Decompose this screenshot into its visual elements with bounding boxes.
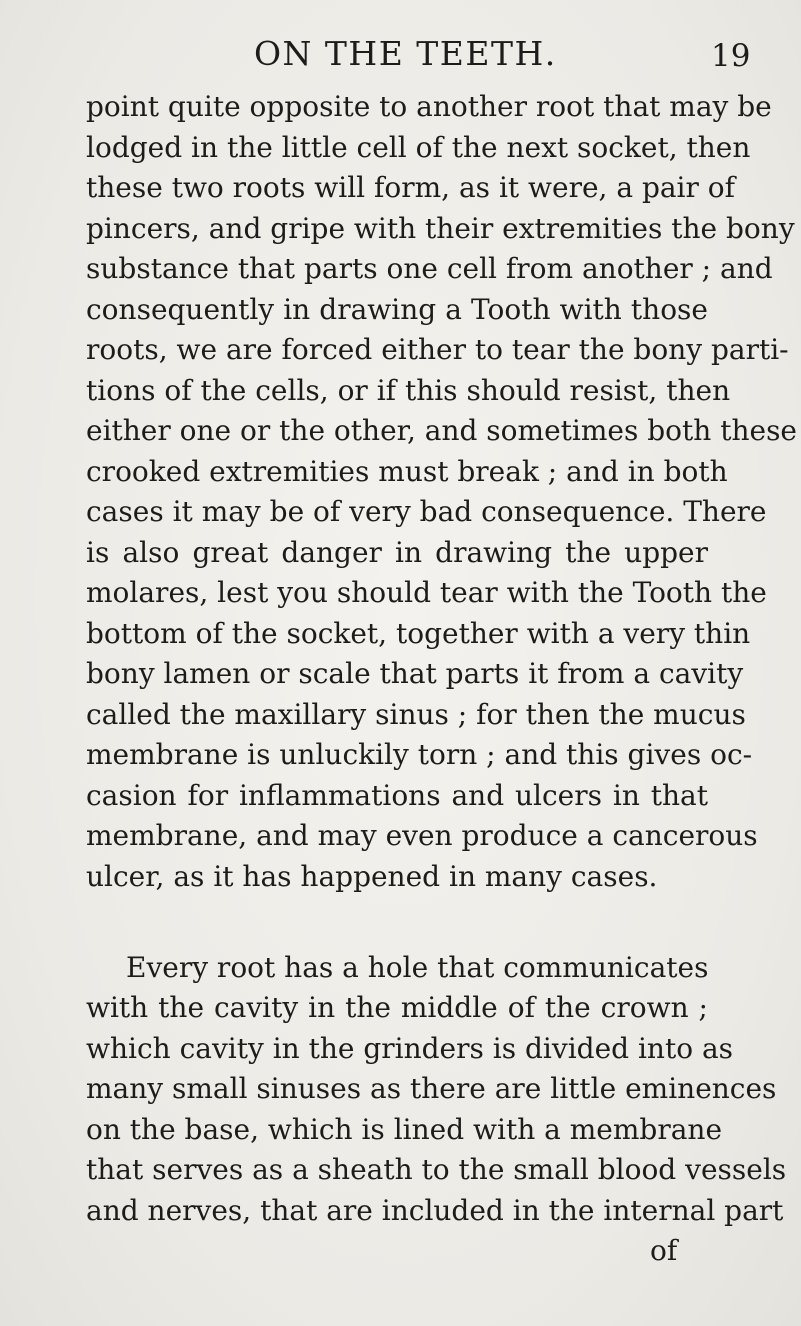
text-line: membrane, and may even produce a cancerous xyxy=(86,819,758,852)
catchword: of xyxy=(650,1234,678,1267)
text-line: molares, lest you should tear with the Tooth the xyxy=(86,576,767,609)
text-line: either one or the other, and sometimes both these xyxy=(86,414,798,447)
page-header xyxy=(0,34,801,84)
text-line: bottom of the socket, together with a very thin xyxy=(86,617,751,650)
text-line: membrane is unluckily torn ; and this gives oc- xyxy=(86,738,753,771)
text-line: pincers, and gripe with their extremities the bony xyxy=(86,212,795,245)
text-line: point quite opposite to another root that may be xyxy=(86,90,772,123)
page-number: 19 xyxy=(711,38,751,74)
text-line: consequently in drawing a Tooth with those xyxy=(86,293,708,326)
text-line: crooked extremities must break ; and in both xyxy=(86,455,728,488)
text-line: tions of the cells, or if this should resist, then xyxy=(86,374,731,407)
text-line: called the maxillary sinus ; for then the mucus xyxy=(86,698,746,731)
text-line: on the base, which is lined with a membrane xyxy=(86,1113,723,1146)
text-line: bony lamen or scale that parts it from a cavity xyxy=(86,657,744,690)
text-line: substance that parts one cell from another ; and xyxy=(86,252,773,285)
text-line: which cavity in the grinders is divided into as xyxy=(86,1032,734,1065)
text-line: lodged in the little cell of the next socket, then xyxy=(86,131,751,164)
text-line: is also great danger in drawing the upper xyxy=(86,536,708,569)
text-line: with the cavity in the middle of the crown ; xyxy=(86,991,708,1024)
running-title: ON THE TEETH. xyxy=(254,34,557,73)
text-line: and nerves, that are included in the internal part xyxy=(86,1194,784,1227)
text-line: roots, we are forced either to tear the bony parti- xyxy=(86,333,789,366)
text-line: that serves as a sheath to the small blood vessels xyxy=(86,1153,787,1186)
text-line: Every root has a hole that communicates xyxy=(126,951,709,984)
text-line: casion for inflammations and ulcers in that xyxy=(86,779,708,812)
text-line: cases it may be of very bad consequence. There xyxy=(86,495,767,528)
text-line: these two roots will form, as it were, a pair of xyxy=(86,171,736,204)
text-line: many small sinuses as there are little eminences xyxy=(86,1072,777,1105)
text-line: ulcer, as it has happened in many cases. xyxy=(86,860,658,893)
